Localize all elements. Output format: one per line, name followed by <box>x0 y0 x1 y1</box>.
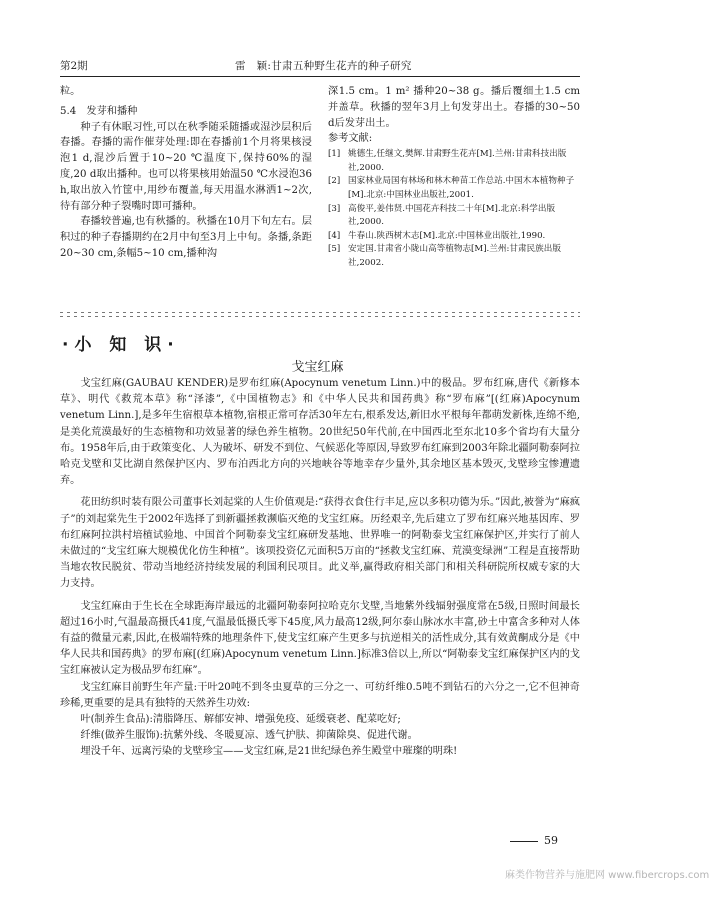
issue-label: 第2期 <box>60 60 88 72</box>
reference-number: [4] <box>328 230 341 241</box>
reference-number: [2] <box>328 176 341 187</box>
paragraph: 种子有休眠习性,可以在秋季随采随播或湿沙层积后春播。春播的需作催芽处理:即在春播前1个月将果核浸泡1 d,混沙后置于10~20 ℃温度下,保持60%的湿度,20 d取出播种。也可以将果核用始温50 ℃水浸泡36 h,取出放入竹筐中,用纱布覆盖,每天用温水淋洒1~2次,待有部分种子裂嘴时即可播种。 <box>60 121 312 212</box>
reference-item <box>328 230 580 244</box>
section-title: ·小 知 识· <box>62 335 180 355</box>
dotted-divider <box>60 310 580 320</box>
reference-number: [3] <box>328 203 341 214</box>
reference-list <box>328 148 580 270</box>
paragraph: 粒。 <box>60 86 81 97</box>
reference-item <box>328 175 580 202</box>
header-rule <box>60 76 580 77</box>
paragraph: 深1.5 cm。1 m² 播种20~38 g。播后覆细土1.5 cm并盖草。秋播的翌年3月上旬发芽出土。春播的30~50 d后发芽出土。 <box>328 86 580 129</box>
article-closing: 埋没千年、远离污染的戈壁珍宝——戈宝红麻,是21世纪绿色养生殿堂中璀璨的明珠! <box>80 746 458 758</box>
reference-item <box>328 203 580 230</box>
paragraph: 春播较普遍,也有秋播的。秋播在10月下旬左右。层积过的种子春播期约在2月中旬至3月上中旬。条播,条距20~30 cm,条幅5~10 cm,播种沟 <box>60 216 312 259</box>
article-paragraph: 花田纺织时装有限公司董事长刘起棠的人生价值观是:“获得衣食住行丰足,应以多积功德为乐。”因此,被誉为“麻疯子”的刘起棠先生于2002年选择了到新疆拯救濒临灭绝的戈宝红麻。历经艰辛,先后建立了罗布红麻兴地基因库、罗布红麻阿拉洪村培植试验地、中国首个阿勒泰戈宝红麻研发基地、世界唯一的阿勒泰戈宝红麻保护区,并实行了前人未做过的“戈宝红麻大规模优化仿生种植”。该项投资亿元面积5万亩的“拯救戈宝红麻、荒漠变绿洲”工程是直接帮助当地农牧民脱贫、带动当地经济持续发展的利国利民项目。此义举,赢得政府相关部门和相关科研院所权威专家的大力支持。 <box>60 497 580 590</box>
article-body <box>60 376 580 761</box>
reference-item <box>328 243 580 270</box>
section-heading: 5.4 发芽和播种 <box>60 105 138 117</box>
reference-item <box>328 148 580 175</box>
reference-text: 安定国.甘肃省小陇山高等植物志[M].兰州:甘肃民族出版社,2002. <box>348 244 561 268</box>
left-column <box>60 84 312 262</box>
references-title: 参考文献: <box>328 133 373 145</box>
article-paragraph: 戈宝红麻由于生长在全球距海岸最远的北疆阿勒泰阿拉哈克尔戈壁,当地紫外线辐射强度常在5级,日照时间最长超过16小时,气温最高摄氏41度,气温最低摄氏零下45度,风力最高12级,阿尔泰山脉冰水丰富,砂土中富含多种对人体有益的微量元素,因此,在极端特殊的地理条件下,使戈宝红麻产生更多与抗逆相关的活性成分,其有效黄酮成分是《中华人民共和国药典》的罗布麻[(红麻)Apocynum venetum Linn.]标准3倍以上,所以“阿勒泰戈宝红麻保护区内的戈宝红麻被认定为极品罗布红麻”。 <box>60 600 580 677</box>
reference-text: 姚德生,任继文,樊辉.甘肃野生花卉[M].兰州:甘肃科技出版社,2000. <box>348 149 567 173</box>
reference-number: [5] <box>328 244 341 255</box>
right-column <box>328 84 580 271</box>
page-header <box>60 58 580 74</box>
reference-text: 高俊平,姜伟贤.中国花卉科技二十年[M].北京:科学出版社,2000. <box>348 203 556 228</box>
article-title: 戈宝红麻 <box>291 360 344 375</box>
article-paragraph: 戈宝红麻目前野生年产量:干叶20吨不到冬虫夏草的三分之一、可纺纤维0.5吨不到钻石的六分之一,它不但神奇珍稀,更重要的是具有独特的天然养生功效: <box>60 681 580 709</box>
article-paragraph: 戈宝红麻(GAUBAU KENDER)是罗布红麻(Apocynum venetum Linn.)中的极品。罗布红麻,唐代《新修本草》、明代《救荒本草》称“泽漆”,《中国植物志》和《中华人民共和国药典》称“罗布麻”[(红麻)Apocynum venetum Linn.],是多年生宿根草本植物,宿根正常可存活30年左右,根系发达,新旧水平根每年都萌发新株,连绵不绝,是美化荒漠最好的生态植物和功效显著的绿色养生植物。20世纪50年代前,在中国西北至东北10多个省均有大量分布。1958年后,由于政策变化、人为破坏、研发不到位、气候恶化等原因,导致罗布红麻到2003年除北疆阿勒泰阿拉哈克戈壁和艾比湖自然保护区内、罗布泊西北方向的兴地峡谷等地幸存少量外,其余地区基本毁灭,戈壁珍宝惨遭遗弃。 <box>60 378 580 487</box>
page-number: 59 <box>510 834 558 847</box>
reference-text: 国家林业局国有林场和林木种苗工作总站.中国木本植物种子[M].北京:中国林业出版社,2001. <box>348 176 575 200</box>
running-title: 雷 颖:甘肃五种野生花卉的种子研究 <box>235 60 412 72</box>
watermark: 麻类作物营养与施肥网 www.fibercrops.com <box>505 870 709 881</box>
benefit-item: 叶(制养生食品):清脂降压、解郁安神、增强免疫、延缓衰老、配菜吃好; <box>80 714 401 726</box>
reference-text: 牛春山.陕西树木志[M].北京:中国林业出版社,1990. <box>348 230 546 241</box>
reference-number: [1] <box>328 149 341 160</box>
benefit-item: 纤维(做养生服饰):抗紫外线、冬暖夏凉、透气护肤、抑菌除臭、促进代谢。 <box>80 730 418 742</box>
